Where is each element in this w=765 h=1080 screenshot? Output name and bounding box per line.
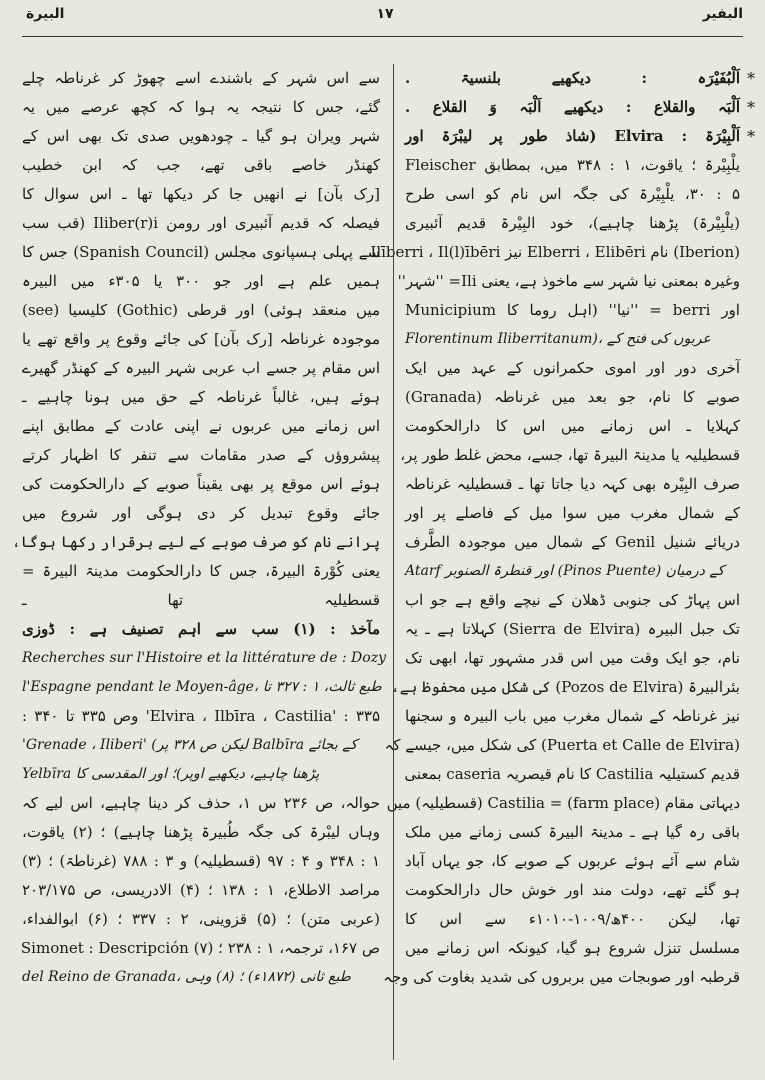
- column-divider: [393, 64, 394, 1060]
- right-column-line: قدیم کستیلیہ Castilia کا نام قیصریہ caseria بمعنی: [404, 765, 740, 783]
- right-column-line: نیز غرناطہ کے شمال مغرب میں باب البیرہ و سجنھا: [405, 707, 740, 725]
- left-column-line: وہاں لیبْرۃ کی جگہ طُبیرۃ پڑھنا چاہیے) ؛ (۲) یاقوت،: [22, 823, 381, 841]
- right-column-line: ۵ : ۳۰، یلْبِیْرۃ کی جگہ اس نام کو اسی طرح: [405, 185, 740, 203]
- left-column-line: کھنڈر خاصے باقی تھے، جب کہ ابن خطیب: [22, 156, 380, 174]
- right-column-line: Florentinum Iliberritanum)، عربوں کی فتح کے: [405, 331, 711, 347]
- right-column-line: (یلْبِیْرۃ) پڑھنا چاہیے)، خود البِیْرۃ قدیم آئبیری: [405, 214, 740, 232]
- left-column-line: موجودہ غرناطہ [رک بآن] کی جائے وقوع پر واقع تھے یا: [22, 330, 380, 348]
- left-column-line: جائے وقوع تبدیل کر دی ہوگی اور شروع میں: [22, 504, 380, 522]
- right-column-line: نام، جو ایک وقت میں اس قدر مشہور تھا، ابھی تک: [405, 649, 740, 667]
- right-column-line: (Iberion) نام Elberri ، Elibēri نیز Ilīberri ، Il(l)ībēri: [370, 243, 740, 261]
- right-column-line: شام سے آئے ہوئے عربوں کے صوبے کا، جو یہاں آباد: [405, 852, 740, 870]
- right-column-line: تھا، لیکن ۴۰۰ھ/۱۰۰۹-۱۰۱۰ء سے اس کا: [405, 910, 740, 928]
- left-column-line: پرانے نام کو صرف صوبے کے لیے برقرار رکھا ہوگا،: [11, 533, 380, 551]
- left-column-line: مراصد الاطلاع، ۱ : ۱۳۸ ؛ (۴) الادریسی، ص ۲۰۳/۱۷۵: [22, 881, 381, 899]
- left-column-line: ہوئے ہیں، غالباً غرناطہ کے حق میں ہونا چاہیے ـ: [22, 388, 380, 406]
- left-column-line: قسطیلیہ تھا ـ: [22, 591, 380, 609]
- right-column-line: قرطبہ اور صوبجات میں بربروں کی شدید بغاوت کی وجہ: [383, 968, 740, 986]
- running-head-left: البيرة: [26, 6, 65, 22]
- left-column-line: حوالہ، ص ۲۳۶ س ۱، حذف کر دینا چاہیے، اس لیے کہ: [22, 794, 380, 812]
- left-column-line: ۳۳۵ : 'Elvira ، Ilbīra ، Castilia' وص ۳۳۵ تا ۳۴۰ :: [22, 707, 380, 725]
- left-column-line: ہوئے اس موقع پر بھی یقیناً صوبے کے دارالحکومت کی: [22, 475, 380, 493]
- right-column-line: قسطیلیہ یا مدینۃ البیرۃ تھا، جسے، محض غلط طور پر،: [400, 446, 740, 464]
- right-column-line: اَلْبَہ والقلاع : دیکھیے اَلْبَہ وَ القلاع .: [405, 98, 740, 116]
- right-column-line: صوبے کا نام، جو بعد میں غرناطہ (Granada): [405, 388, 740, 406]
- right-column-line: دیہاتی مقام (farm place) = Castilia (قسطیلیہ) میں: [386, 794, 740, 812]
- left-column-line: اس زمانے میں عربوں نے اپنی عادت کے مطابق اپنے: [22, 417, 380, 435]
- left-column-line: پیشروؤں کے صدر مقامات سے تنفر کا اظہار کرتے: [22, 446, 380, 464]
- right-column-line: (Puerta et Calle de Elvira) کی شکل میں، جیسے کہ: [384, 736, 740, 754]
- right-column-line: صرف البِیْرہ بھی کہہ دیا جاتا تھا ـ قسطیلیہ غرناطہ: [405, 475, 740, 493]
- left-column-line: [رک بآن] نے انھیں جا کر دیکھا تھا ـ اس سوال کا: [22, 185, 380, 203]
- right-column-line: آخری دور اور اموی حکمرانوں کے عہد میں ایک: [405, 359, 740, 377]
- right-column-line: اور berri = ''نیا'' (اہل روما کا Municipium: [405, 301, 740, 319]
- left-column-line: (عربی متن) ؛ (۵) قزوینی، ۲ : ۳۳۷ ؛ (۶) ابوالفداء،: [22, 910, 381, 928]
- right-column-line: اَلْبُفَيْرَہ : دیکھیے بلنسیۃ .: [405, 69, 740, 87]
- entry-marker: *: [747, 127, 755, 146]
- right-column-line: تک جبل البیرہ (Sierra de Elvira) کہلاتا ہے ـ یہ: [405, 620, 740, 638]
- right-column: [370, 64, 740, 1060]
- right-column-line: بئرالبیرۃ (Pozos de Elvira) کی شکل میں محفوظ ہے،: [390, 678, 740, 696]
- page-number: ۱۷: [376, 6, 394, 22]
- left-column-line: l'Espagne pendant le Moyen-âge، طبع ثالث، ۱ : ۳۲۷ تا: [22, 679, 382, 695]
- right-column-line: ہو گئے تھے، دولت مند اور خوش حال دارالحکومت: [405, 881, 740, 899]
- left-column-line: ہمیں علم ہے اور جو ۳۰۰ یا ۳۰۵ء میں البیرہ: [22, 272, 380, 290]
- left-column-line: گئے، جس کا نتیجہ یہ ہوا کہ کچھ عرصے میں یہ: [22, 98, 380, 116]
- left-column-line: Yelbīra پڑھنا چاہیے، دیکھیے اوپر)؛ اور المقدسی کا: [22, 766, 320, 782]
- left-column-line: فیصلہ کہ قدیم آئبیری اور رومن Iliber(r)i (قب سب: [22, 214, 380, 232]
- left-column-line: مآخذ : (۱) سب سے اہم تصنیف ہے : ڈوزی: [22, 620, 380, 638]
- right-column-line: مسلسل تنزل شروع ہو گیا، کیونکہ اس زمانے میں: [405, 939, 740, 957]
- right-column-line: یلْبِیْرۃ ؛ یاقوت، ۱ : ۳۴۸ میں، بمطابق Fleischer: [405, 156, 740, 174]
- left-column: [11, 64, 386, 1060]
- left-column-line: ص ۱۶۷، ترجمہ، ۱ : ۲۳۸ ؛ (۷) Simonet : Descripción: [20, 939, 380, 957]
- left-column-line: ۱ : ۳۴۸ و ۴ : ۹۷ (قسطیلیہ) و ۳ : ۷۸۸ (غرناطۃ) ؛ (۳): [22, 852, 381, 870]
- right-column-line: باقی رہ گیا ہے ـ مدینۃ البیرۃ کسی زمانے میں ملک: [405, 823, 740, 841]
- right-column-line: دریائے شنیل Genil کے شمال میں موجودہ الطَّرف: [405, 533, 740, 551]
- right-column-line: اَلْبِیْرَۃ : Elvira (شاذ طور پر لیبْرَۃ اور: [405, 127, 740, 145]
- left-column-line: یعنی کُوْرۃ البیرۃ، جس کا دارالحکومت مدینۃ البیرۃ =: [22, 562, 380, 580]
- running-head-right: البفير: [702, 6, 743, 22]
- left-column-line: سے اس شہر کے باشندے اسے چھوڑ کر غرناطہ چلے: [22, 69, 380, 87]
- header-rule: [22, 36, 743, 37]
- entry-marker: *: [747, 69, 755, 88]
- entry-marker: *: [747, 98, 755, 117]
- left-column-line: میں منعقد ہوئی) اور قرطی (Gothic) کلیسیا (see): [22, 301, 380, 319]
- right-column-line: اس پہاڑ کی جنوبی ڈھلان کے نیچے واقع ہے جو اب: [405, 591, 740, 609]
- left-column-line: del Reino de Granada، طبع ثانی (۱۸۷۲ء) ؛ (۸) وہی: [22, 969, 351, 985]
- left-column-line: سے پہلی ہسپانوی مجلس (Spanish Council) جس کا: [22, 243, 381, 261]
- entry-markers: [742, 64, 760, 151]
- right-column-line: Atarf اور قنطرۃ الصنوبر (Pinos Puente) کے درمیان: [405, 563, 725, 579]
- left-column-line: 'Grenade ، Iliberi' (لیکن ص ۳۲۸ پر Balbīra کے بجائے: [22, 737, 358, 753]
- left-column-line: Recherches sur l'Histoire et la littérature de : Dozy: [22, 650, 386, 666]
- right-column-line: کہلایا ـ اس زمانے میں اس کا دارالحکومت: [405, 417, 740, 435]
- left-column-line: اس مقام پر جسے اب عربی شہر البیرہ کے کھنڈر گھیرے: [22, 359, 380, 377]
- right-column-line: وغیرہ بمعنی نیا شہر سے ماخوذ ہے، یعنی Ili= ''شہر'': [397, 272, 740, 290]
- left-column-line: شہر ویران ہو گیا ـ چودھویں صدی تک بھی اس کے: [22, 127, 380, 145]
- right-column-line: کے شمال مغرب میں سوا میل کے فاصلے پر اور: [405, 504, 740, 522]
